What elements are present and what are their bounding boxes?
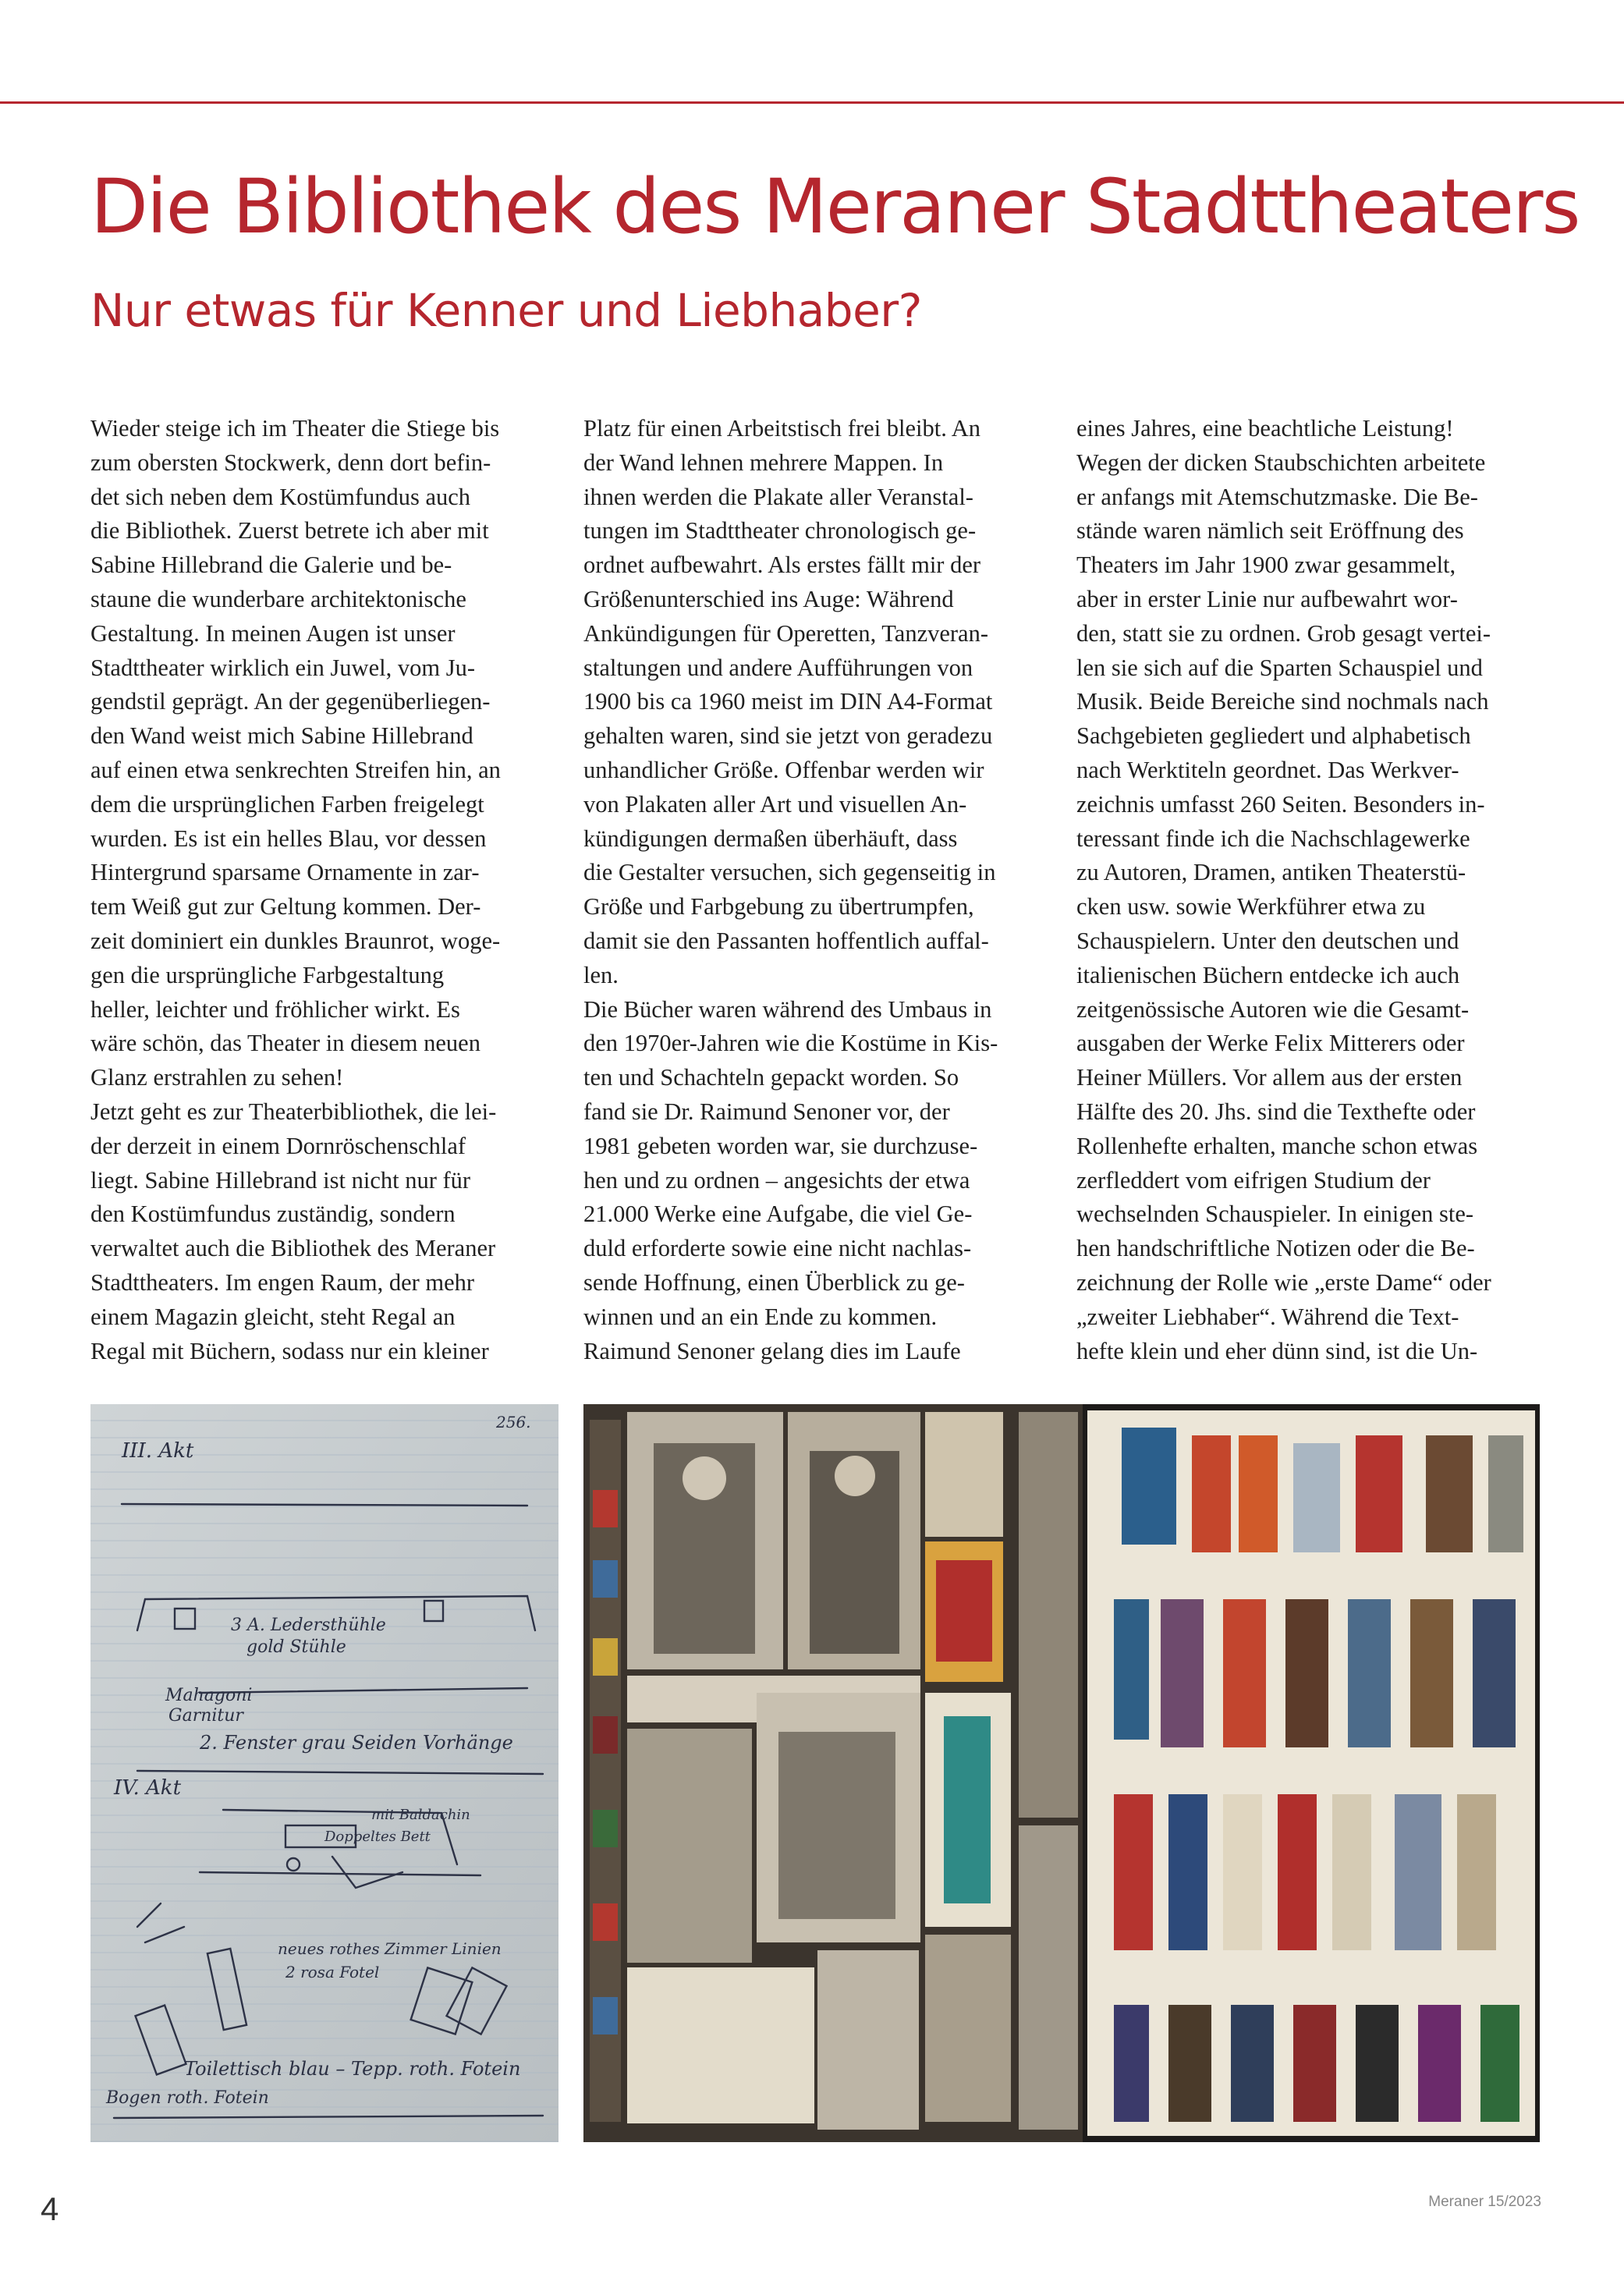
manuscript-photo xyxy=(90,1404,558,2142)
text-line: Stadttheater wirklich ein Juwel, vom Ju- xyxy=(90,654,475,681)
text-line: Schauspielern. Unter den deutschen und xyxy=(1076,927,1459,954)
text-line: von Plakaten aller Art und visuellen An- xyxy=(583,790,967,818)
text-line: nach Werktiteln geordnet. Das Werkver- xyxy=(1076,756,1459,783)
manuscript-page-number: 256. xyxy=(496,1413,531,1431)
text-line: Jetzt geht es zur Theaterbibliothek, die lei- xyxy=(90,1098,497,1125)
text-line: zerfleddert vom eifrigen Studium der xyxy=(1076,1166,1431,1194)
text-line: duld erforderte sowie eine nicht nachlas- xyxy=(583,1235,972,1262)
text-line: 1981 gebeten worden war, sie durchzuse- xyxy=(583,1132,978,1159)
manuscript-note-mahogany: Mahagoni xyxy=(165,1686,253,1705)
text-line: Größe und Farbgebung zu übertrumpfen, xyxy=(583,893,974,921)
text-line: gehalten waren, sind sie jetzt von geradezu xyxy=(583,722,993,750)
text-line: zeitgenössische Autoren wie die Gesamt- xyxy=(1076,995,1470,1023)
manuscript-note-window: 2. Fenster grau Seiden Vorhänge xyxy=(200,1732,513,1754)
manuscript-note-chairs-2: gold Stühle xyxy=(246,1637,346,1657)
text-line: aber in erster Linie nur aufbewahrt wor- xyxy=(1076,585,1458,612)
text-line: Größenunterschied ins Auge: Während xyxy=(583,585,954,612)
text-line: dem die ursprünglichen Farben freigelegt xyxy=(90,790,484,818)
text-line: ten und Schachteln gepackt worden. So xyxy=(583,1064,959,1091)
text-line: fand sie Dr. Raimund Senoner vor, der xyxy=(583,1098,950,1125)
text-line: zeichnis umfasst 260 Seiten. Besonders in- xyxy=(1076,790,1485,818)
text-line: hefte klein und eher dünn sind, ist die Un- xyxy=(1076,1337,1478,1364)
text-line: Regal mit Büchern, sodass nur ein kleiner xyxy=(90,1337,489,1364)
text-line: damit sie den Passanten hoffentlich auffal- xyxy=(583,927,989,954)
manuscript-note-curtain: neues rothes Zimmer Linien xyxy=(278,1939,502,1958)
issue-label: Meraner 15/2023 xyxy=(1428,2194,1541,2210)
manuscript-note-armchair: 2 rosa Fotel xyxy=(285,1963,380,1981)
article-subtitle: Nur etwas für Kenner und Liebhaber? xyxy=(90,284,922,337)
text-line: verwaltet auch die Bibliothek des Meraner xyxy=(90,1235,496,1262)
manuscript-note-chairs: 3 A. Ledersthühle xyxy=(231,1616,386,1635)
article-title: Die Bibliothek des Meraner Stadttheaters xyxy=(90,163,1580,250)
text-line: unhandlicher Größe. Offenbar werden wir xyxy=(583,756,984,783)
text-line: Sabine Hillebrand die Galerie und be- xyxy=(90,552,452,579)
text-line: Platz für einen Arbeitstisch frei bleibt. An xyxy=(583,415,981,442)
text-line: Stadttheaters. Im engen Raum, der mehr xyxy=(90,1268,475,1296)
text-line: teressant finde ich die Nachschlagewerke xyxy=(1076,825,1470,852)
text-line: auf einen etwa senkrechten Streifen hin, an xyxy=(90,756,501,783)
text-line: Raimund Senoner gelang dies im Laufe xyxy=(583,1337,961,1364)
text-line: Glanz erstrahlen zu sehen! xyxy=(90,1064,344,1091)
text-line: gendstil geprägt. An der gegenüberliegen- xyxy=(90,688,491,715)
text-line: ausgaben der Werke Felix Mitterers oder xyxy=(1076,1030,1465,1057)
text-line: Rollenhefte erhalten, manche schon etwas xyxy=(1076,1132,1478,1159)
text-line: Heiner Müllers. Vor allem aus der ersten xyxy=(1076,1064,1463,1091)
manuscript-note-mahogany-2: Garnitur xyxy=(168,1706,243,1726)
scrapbook-album-photo xyxy=(583,1404,1540,2142)
top-rule xyxy=(0,101,1624,104)
text-line: die Gestalter versuchen, sich gegenseitig in xyxy=(583,859,996,886)
text-line: Wegen der dicken Staubschichten arbeitete xyxy=(1076,449,1486,476)
text-column-2 xyxy=(583,412,1044,1368)
text-line: len sie sich auf die Sparten Schauspiel und xyxy=(1076,654,1483,681)
text-line: zu Autoren, Dramen, antiken Theaterstü- xyxy=(1076,859,1466,886)
text-line: winnen und an ein Ende zu kommen. xyxy=(583,1303,938,1330)
text-line: Sachgebieten gegliedert und alphabetisch xyxy=(1076,722,1471,750)
text-line: der derzeit in einem Dornröschenschlaf xyxy=(90,1132,466,1159)
text-line: hen handschriftliche Notizen oder die Be- xyxy=(1076,1235,1475,1262)
text-line: den Kostümfundus zuständig, sondern xyxy=(90,1201,456,1228)
text-line: einem Magazin gleicht, steht Regal an xyxy=(90,1303,456,1330)
manuscript-note-bottom-2: Bogen roth. Fotein xyxy=(106,2088,269,2108)
text-line: tungen im Stadttheater chronologisch ge- xyxy=(583,517,977,545)
text-line: Theaters im Jahr 1900 zwar gesammelt, xyxy=(1076,552,1456,579)
text-line: kündigungen dermaßen überhäuft, dass xyxy=(583,825,958,852)
text-line: det sich neben dem Kostümfundus auch xyxy=(90,483,471,510)
text-line: den, statt sie zu ordnen. Grob gesagt vertei- xyxy=(1076,619,1491,647)
text-line: Die Bücher waren während des Umbaus in xyxy=(583,995,992,1023)
text-line: zeichnung der Rolle wie „erste Dame“ oder xyxy=(1076,1268,1491,1296)
text-line: wurden. Es ist ein helles Blau, vor dessen xyxy=(90,825,487,852)
text-line: zeit dominiert ein dunkles Braunrot, woge- xyxy=(90,927,501,954)
text-line: len. xyxy=(583,961,619,988)
text-line: wechselnden Schauspieler. In einigen ste- xyxy=(1076,1201,1474,1228)
text-column-3 xyxy=(1076,412,1537,1368)
text-line: eines Jahres, eine beachtliche Leistung! xyxy=(1076,415,1454,442)
text-line: ordnet aufbewahrt. Als erstes fällt mir der xyxy=(583,552,981,579)
text-line: Gestaltung. In meinen Augen ist unser xyxy=(90,619,456,647)
text-line: gen die ursprüngliche Farbgestaltung xyxy=(90,961,445,988)
text-line: der Wand lehnen mehrere Mappen. In xyxy=(583,449,944,476)
manuscript-act-3: III. Akt xyxy=(122,1439,194,1463)
text-line: staune die wunderbare architektonische xyxy=(90,585,466,612)
text-line: Hintergrund sparsame Ornamente in zar- xyxy=(90,859,480,886)
text-line: hen und zu ordnen – angesichts der etwa xyxy=(583,1166,970,1194)
text-line: zum obersten Stockwerk, denn dort befin- xyxy=(90,449,491,476)
text-line: ihnen werden die Plakate aller Veranstal- xyxy=(583,483,973,510)
text-line: heller, leichter und fröhlicher wirkt. Es xyxy=(90,995,460,1023)
text-line: tem Weiß gut zur Geltung kommen. Der- xyxy=(90,893,481,921)
manuscript-note-bottom: Toilettisch blau – Tepp. roth. Fotein xyxy=(184,2058,521,2080)
text-line: den 1970er-Jahren wie die Kostüme in Kis- xyxy=(583,1030,998,1057)
manuscript-act-4: IV. Akt xyxy=(114,1776,182,1800)
text-line: wäre schön, das Theater in diesem neuen xyxy=(90,1030,480,1057)
text-line: Ankündigungen für Operetten, Tanzveran- xyxy=(583,619,989,647)
text-line: Musik. Beide Bereiche sind nochmals nach xyxy=(1076,688,1489,715)
text-line: staltungen und andere Aufführungen von xyxy=(583,654,973,681)
manuscript-note-baldachin: mit Baldachin xyxy=(371,1807,470,1823)
text-line: er anfangs mit Atemschutzmaske. Die Be- xyxy=(1076,483,1478,510)
text-line: sende Hoffnung, einen Überblick zu ge- xyxy=(583,1268,965,1296)
text-line: Hälfte des 20. Jhs. sind die Texthefte oder xyxy=(1076,1098,1476,1125)
text-line: die Bibliothek. Zuerst betrete ich aber mit xyxy=(90,517,489,545)
text-line: 21.000 Werke eine Aufgabe, die viel Ge- xyxy=(583,1201,973,1228)
text-line: italienischen Büchern entdecke ich auch xyxy=(1076,961,1460,988)
text-line: cken usw. sowie Werkführer etwa zu xyxy=(1076,893,1426,921)
text-line: 1900 bis ca 1960 meist im DIN A4-Format xyxy=(583,688,993,715)
text-line: „zweiter Liebhaber“. Während die Text- xyxy=(1076,1303,1459,1330)
manuscript-note-bed: Doppeltes Bett xyxy=(324,1829,431,1845)
text-line: stände waren nämlich seit Eröffnung des xyxy=(1076,517,1464,545)
text-line: den Wand weist mich Sabine Hillebrand xyxy=(90,722,473,750)
text-line: Wieder steige ich im Theater die Stiege bis xyxy=(90,415,500,442)
page-number: 4 xyxy=(41,2191,59,2227)
text-line: liegt. Sabine Hillebrand ist nicht nur für xyxy=(90,1166,471,1194)
text-column-1 xyxy=(90,412,551,1368)
